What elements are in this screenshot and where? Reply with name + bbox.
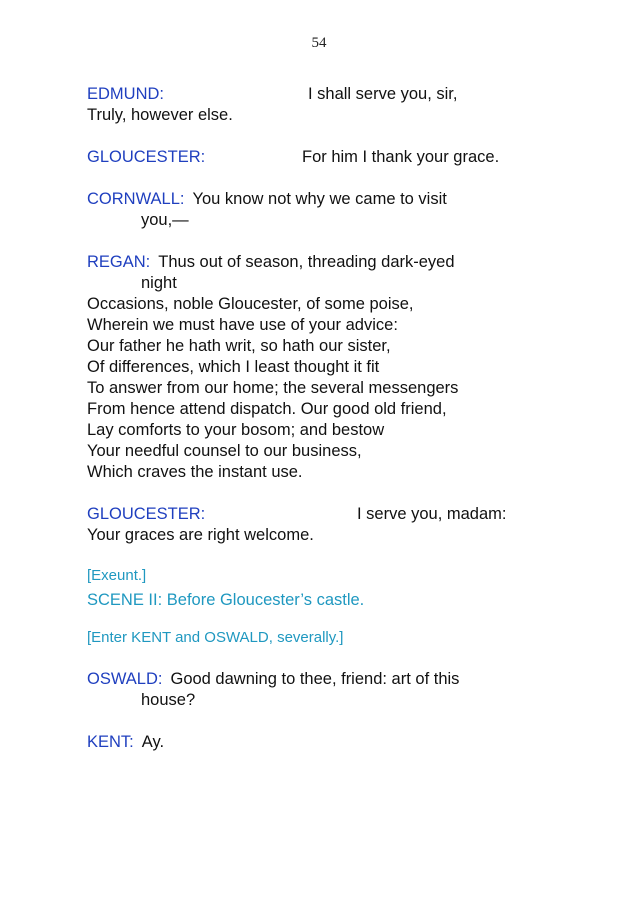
dialogue-line: Which craves the instant use. [87,463,303,481]
dialogue-line: Truly, however else. [87,106,233,124]
speech-kent [87,732,557,753]
speech-edmund [87,84,557,126]
dialogue-line: From hence attend dispatch. Our good old friend, [87,400,447,418]
dialogue-line: Occasions, noble Gloucester, of some poise, [87,295,414,313]
dialogue-line: you,— [141,211,189,229]
dialogue-line: To answer from our home; the several messengers [87,379,459,397]
dialogue-line: Wherein we must have use of your advice: [87,316,398,334]
scene-heading: SCENE II: Before Gloucester’s castle. [87,591,365,609]
speech-regan [87,252,557,483]
speaker-gloucester: GLOUCESTER: [87,148,206,166]
dialogue-line: For him I thank your grace. [302,148,500,166]
dialogue-line: Your needful counsel to our business, [87,442,362,460]
dialogue-line: I serve you, madam: [357,505,507,523]
dialogue-line: Of differences, which I least thought it fit [87,358,380,376]
dialogue-line: night [141,274,177,292]
dialogue-line: Ay. [141,733,165,751]
play-text [87,84,557,753]
dialogue-line: You know not why we came to visit [192,190,447,208]
dialogue-line: Our father he hath writ, so hath our sister, [87,337,391,355]
speech-cornwall [87,189,557,231]
dialogue-line: Good dawning to thee, friend: art of this [170,670,460,688]
speech-gloucester-2 [87,504,557,546]
speaker-cornwall: CORNWALL: [87,190,185,208]
speaker-kent: KENT: [87,733,134,751]
page-number: 54 [311,35,327,51]
speaker-regan: REGAN: [87,253,151,271]
dialogue-line: Lay comforts to your bosom; and bestow [87,421,385,439]
speaker-oswald: OSWALD: [87,670,163,688]
stage-direction-exeunt: [Exeunt.] [87,567,147,584]
dialogue-line: Thus out of season, threading dark-eyed [158,253,455,271]
dialogue-line: house? [141,691,196,709]
dialogue-line: Your graces are right welcome. [87,526,314,544]
speaker-gloucester: GLOUCESTER: [87,505,206,523]
speech-oswald [87,669,557,711]
speaker-edmund: EDMUND: [87,85,164,103]
speech-gloucester-1 [87,147,557,168]
dialogue-line: I shall serve you, sir, [308,85,458,103]
stage-direction-enter: [Enter KENT and OSWALD, severally.] [87,629,344,646]
